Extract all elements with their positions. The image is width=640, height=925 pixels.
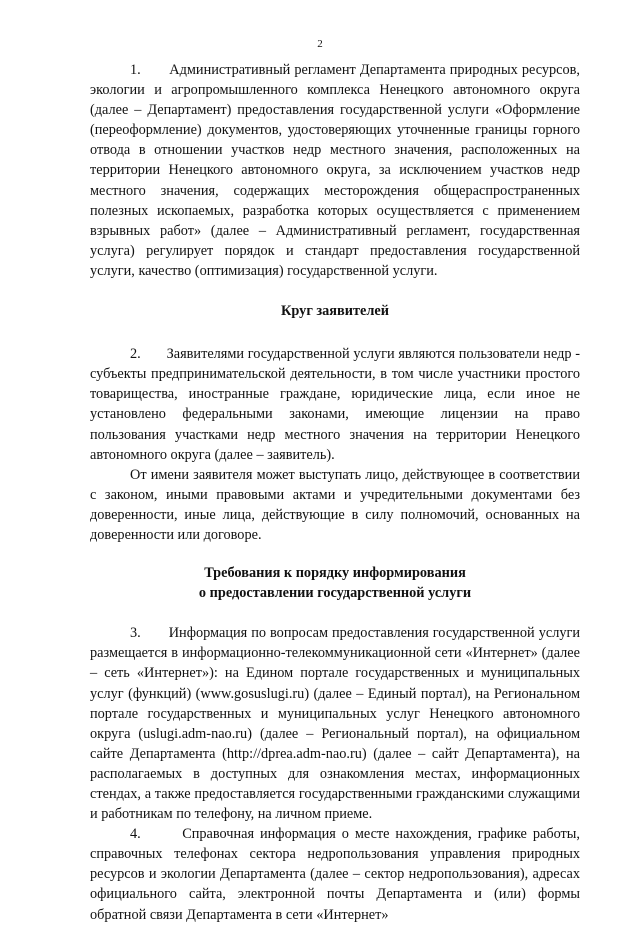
- spacer: [90, 545, 580, 563]
- paragraph-2: 2. Заявителями государственной услуги являются пользователи недр - субъекты предпринимательской деятельности, в том числе участники простого товарищества, иностранные граждане, юридические лица, если иное не установлено федеральными законами, имеющие лицензии на право пользования участками недр местного значения на территории Ненецкого автономного округа (далее – заявитель).: [90, 346, 580, 463]
- document-body: [90, 60, 580, 925]
- heading-informing-line-2: о предоставлении государственной услуги: [198, 585, 472, 602]
- paragraph-5: 4. Справочная информация о месте нахождения, графике работы, справочных телефонах сектора недропользования управления природных ресурсов и экологии Департамента (далее – сектор недропользования), адресах официального сайта, электронной почты Департамента и (или) формы обратной связи Департамента в сети «Интернет»: [90, 826, 580, 923]
- heading-applicants: Круг заявителей: [281, 303, 389, 320]
- spacer: [90, 281, 580, 301]
- paragraph-4: 3. Информация по вопросам предоставления государственной услуги размещается в информационно-телекоммуникационной сети «Интернет» (далее – сеть «Интернет»): на Едином портале государственных и муниципальных услуг (функций) (www.gosuslugi.ru) (далее – Единый портал), на Региональном портале государственных и муниципальных услуг Ненецкого автономного округа (uslugi.adm-nao.ru) (далее – Региональный портал), на официальном сайте Департамента (http://dprea.adm-nao.ru) (далее – сайт Департамента), на располагаемых в доступных для ознакомления местах, информационных стендах, а также предоставляется государственными гражданскими служащими и работникам по телефону, на личном приеме.: [90, 625, 580, 823]
- spacer: [90, 603, 580, 623]
- paragraph-3: От имени заявителя может выступать лицо, действующее в соответствии с законом, иными правовыми актами и учредительными документами без доверенности, иные лица, действующие в силу полномочий, основанных на доверенности или договоре.: [90, 466, 580, 543]
- spacer: [90, 321, 580, 344]
- page-number: 2: [317, 38, 323, 50]
- heading-informing-line-1: Требования к порядку информирования: [204, 565, 466, 582]
- paragraph-1: 1. Административный регламент Департамента природных ресурсов, экологии и агропромышленного комплекса Ненецкого автономного округа (далее – Департамент) предоставления государственной услуги «Оформление (переоформление) документов, удостоверяющих уточненные границы горного отвода в отношении участков недр местного значения, расположенных на территории Ненецкого автономного округа, за исключением участков недр местного значения, содержащих месторождения общераспространенных полезных ископаемых, разработка которых осуществляется с применением взрывных работ» (далее – Административный регламент, государственная услуга) регулирует порядок и стандарт предоставления государственной услуги, качество (оптимизация) государственной услуги.: [90, 62, 580, 279]
